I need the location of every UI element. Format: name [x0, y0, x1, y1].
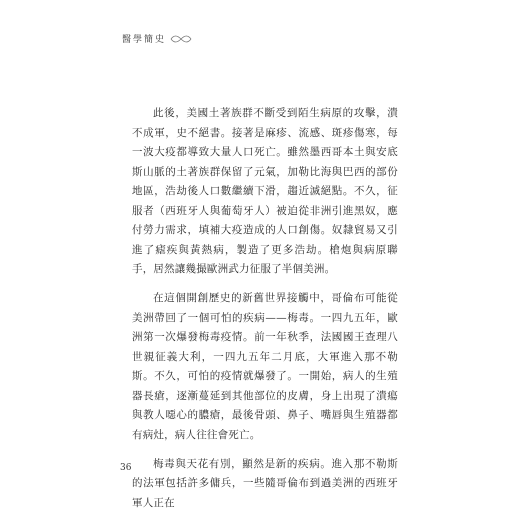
- running-title: 醫學簡史: [122, 35, 167, 45]
- ornament-icon: [170, 34, 192, 44]
- paragraph: 在這個開創歷史的新舊世界接觸中，哥倫布可能從美洲帶回了一個可怕的疾病——梅毒。一四九五年，歐洲第一次爆發梅毒疫情。前一年秋季，法國國王查理八世親征義大利，一四九五年二月底，大軍進入那不勒斯。不久，可怕的疫情就爆發了。一開始，病人的生殖器長瘡，逐漸蔓延到其他部位的皮膚，身上出現了潰瘍與教人噁心的膿瘡，最後骨頭、鼻子、嘴唇與生殖器都有病灶，病人往往會死亡。: [132, 292, 398, 441]
- paragraph: 梅毒與天花有別，顯然是新的疾病。進入那不勒斯的法軍包括許多傭兵，一些隨哥倫布到過美洲的西班牙軍人正在: [132, 457, 398, 509]
- paragraph: 此後，美國土著族群不斷受到陌生病原的攻擊，潰不成軍，史不絕書。接著是麻疹、流感、斑疹傷寒，每一波大疫都導致大量人口死亡。雖然墨西哥本土與安底斯山脈的土著族群保留了元氣，加勒比海與巴西的部份地區，浩劫後人口數繼續下滑，趨近滅絕點。不久，征服者（西班牙人與葡萄牙人）被迫從非洲引進黑奴，應付勞力需求，填補大疫造成的人口創傷。奴隸貿易又引進了瘧疾與黃熱病，製造了更多浩劫。槍炮與病原聯手，居然讓幾撮歐洲武力征服了半個美洲。: [132, 107, 398, 275]
- page-number: 36: [120, 463, 132, 473]
- main-text: [132, 104, 398, 523]
- running-header: [122, 32, 192, 45]
